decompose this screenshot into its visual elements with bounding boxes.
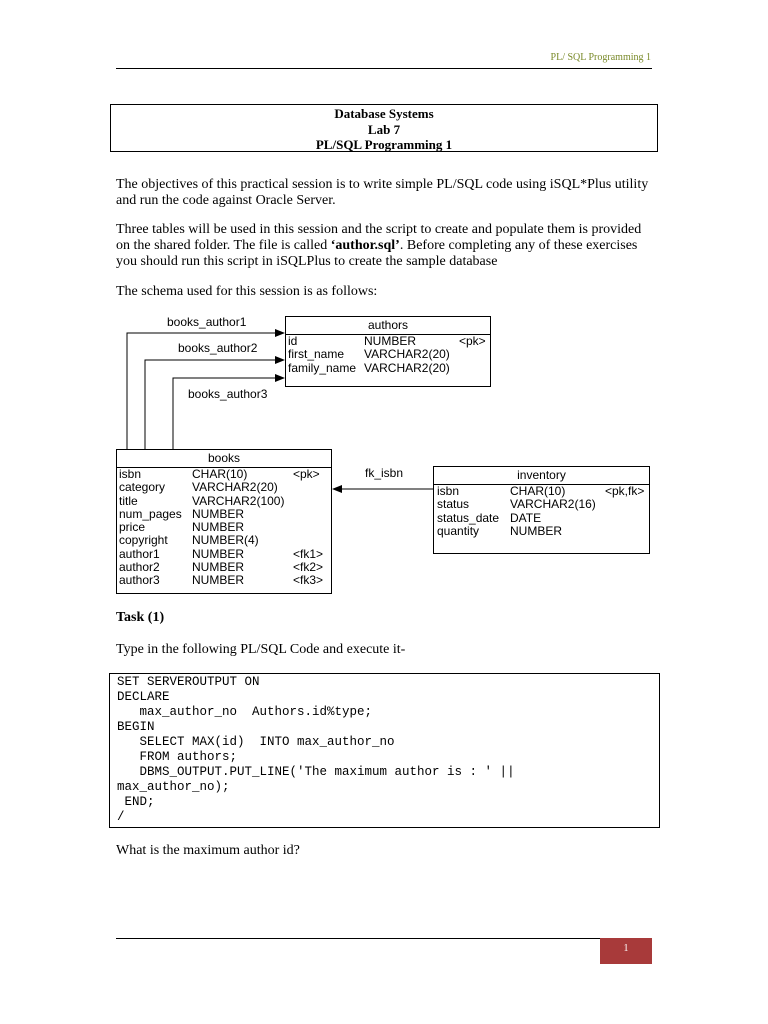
column-type: DATE <box>510 510 542 525</box>
column-type: NUMBER <box>192 546 245 561</box>
footer-rule <box>116 938 600 939</box>
column-type: NUMBER <box>192 520 245 535</box>
task-question: What is the maximum author id? <box>116 843 300 858</box>
table-row <box>434 498 649 511</box>
table-row <box>117 521 331 534</box>
column-name: category <box>119 480 166 495</box>
column-name: family_name <box>288 360 357 375</box>
schema-intro: The schema used for this session is as follows: <box>116 284 378 299</box>
column-type: VARCHAR2(16) <box>510 497 596 512</box>
running-header: PL/ SQL Programming 1 <box>550 52 651 63</box>
column-type: CHAR(10) <box>510 484 566 498</box>
column-key: <pk> <box>293 467 320 481</box>
column-type: VARCHAR2(100) <box>192 493 285 508</box>
table-row <box>117 468 331 481</box>
table-row <box>117 574 331 587</box>
lab-topic: PL/SQL Programming 1 <box>315 137 453 152</box>
column-type: CHAR(10) <box>192 467 248 481</box>
column-name: author3 <box>119 573 160 588</box>
column-type: NUMBER <box>192 506 245 521</box>
task-heading: Task (1) <box>116 610 165 625</box>
column-name: isbn <box>119 467 142 481</box>
books-table <box>116 449 332 594</box>
table-row <box>117 561 331 574</box>
tables-paragraph-end: . Before completing any of these exercises you should run this script in iSQLPlus to create the sample database <box>116 238 638 269</box>
table-row <box>117 495 331 508</box>
column-key: <pk> <box>459 334 486 348</box>
lab-number: Lab 7 <box>367 121 401 137</box>
task-instruction: Type in the following PL/SQL Code and execute it- <box>116 642 406 657</box>
table-row <box>117 508 331 521</box>
column-name: author2 <box>119 560 160 575</box>
rel-label-fk-isbn: fk_isbn <box>365 466 404 480</box>
column-type: NUMBER <box>364 334 417 348</box>
column-type: VARCHAR2(20) <box>364 347 450 362</box>
rel-label-author1: books_author1 <box>167 315 247 329</box>
column-type: VARCHAR2(20) <box>192 480 278 495</box>
script-filename: ‘author.sql’ <box>330 238 400 253</box>
table-row <box>434 485 649 498</box>
column-name: first_name <box>288 347 345 362</box>
inventory-table-name: inventory <box>434 467 649 485</box>
table-row <box>434 525 649 538</box>
tables-paragraph-start: Three tables will be used in this session and the script to create and populate them is provided on the shared folder. The file is called <box>116 222 642 253</box>
column-name: quantity <box>437 523 480 538</box>
objectives-paragraph: The objectives of this practical session is to write simple PL/SQL code using iSQL*Plus utility and run the code against Oracle Server. <box>116 177 649 208</box>
rel-label-author3: books_author3 <box>188 387 268 401</box>
column-name: price <box>119 520 146 535</box>
column-name: status_date <box>437 510 500 525</box>
authors-table <box>285 316 491 387</box>
course-title: Database Systems <box>334 106 434 121</box>
column-type: VARCHAR2(20) <box>364 360 450 375</box>
inventory-table <box>433 466 650 554</box>
column-name: status <box>437 497 470 512</box>
table-row <box>117 481 331 494</box>
table-row <box>434 512 649 525</box>
column-name: author1 <box>119 546 160 561</box>
table-row <box>117 534 331 547</box>
column-name: title <box>119 493 138 508</box>
books-author2-line <box>145 360 284 449</box>
column-name: num_pages <box>119 506 182 521</box>
table-row <box>286 362 490 375</box>
code-box <box>109 673 660 828</box>
column-name: copyright <box>119 533 168 548</box>
column-key: <fk1> <box>293 546 324 561</box>
column-type: NUMBER(4) <box>192 533 259 548</box>
column-type: NUMBER <box>192 573 245 588</box>
column-type: NUMBER <box>192 560 245 575</box>
plsql-code: SET SERVEROUTPUT ON DECLARE max_author_no Authors.id%type; BEGIN SELECT MAX(id) INTO max_author_no FROM authors; DBMS_OUTPUT.PUT_LINE('The maximum author is : ' || max_author_no); END; / <box>117 675 515 824</box>
column-key: <fk2> <box>293 560 324 575</box>
table-row <box>286 348 490 361</box>
books-table-name: books <box>117 450 331 468</box>
column-key: <fk3> <box>293 573 324 588</box>
column-name: id <box>288 334 298 348</box>
page-number: 1 <box>600 938 652 964</box>
rel-label-author2: books_author2 <box>178 341 258 355</box>
authors-table-name: authors <box>286 317 490 335</box>
table-row <box>286 335 490 348</box>
table-row <box>117 548 331 561</box>
column-type: NUMBER <box>510 523 563 538</box>
column-key: <pk,fk> <box>605 484 645 498</box>
column-name: isbn <box>437 484 460 498</box>
